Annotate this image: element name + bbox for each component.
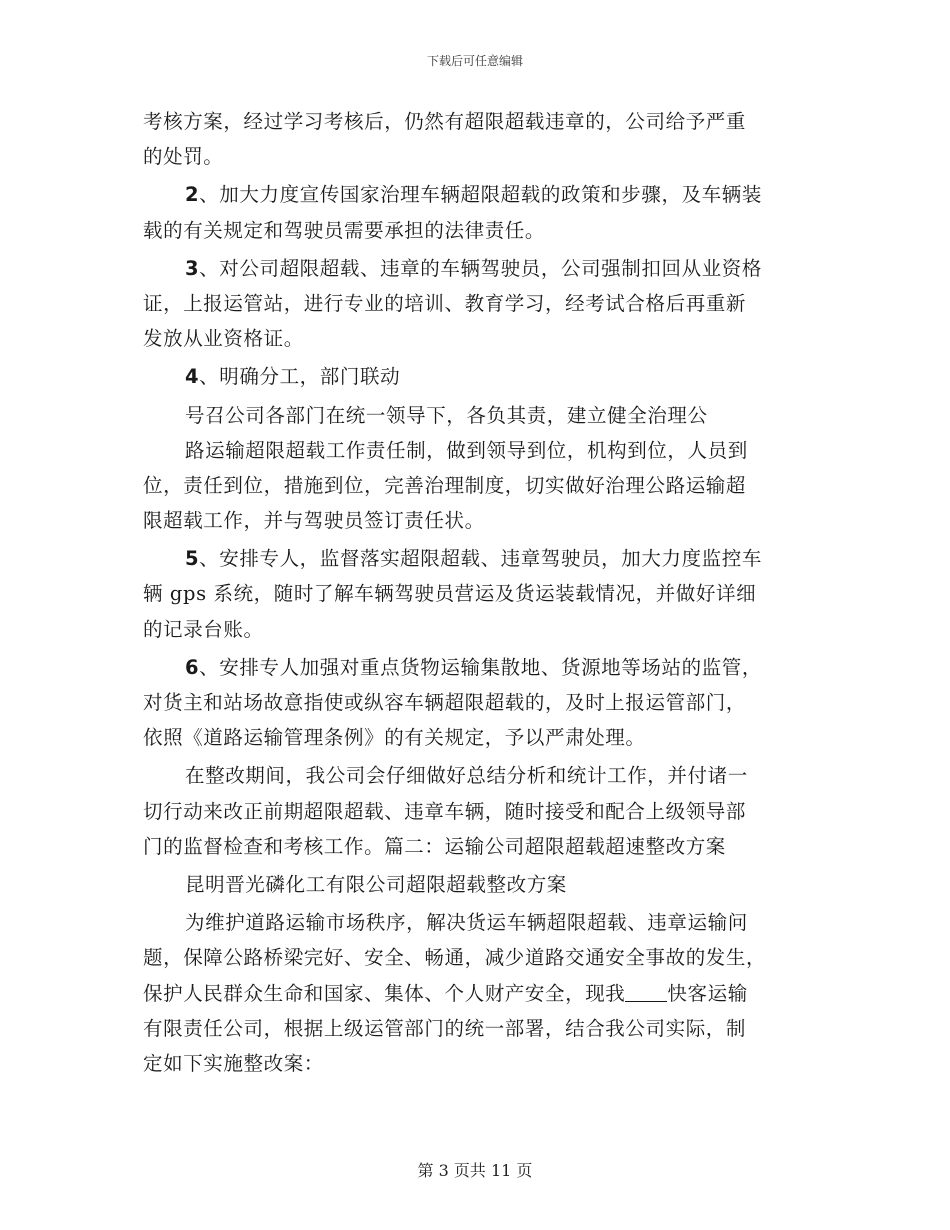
- line-text: 快客运输: [667, 981, 748, 1005]
- item-text: 、明确分工，部门联动: [199, 365, 401, 389]
- text-line: 号召公司各部门在统一领导下，各负其责，建立健全治理公: [185, 403, 708, 427]
- paragraph: [143, 758, 808, 864]
- item-number: 2: [185, 183, 200, 207]
- item-number: 3: [185, 256, 200, 280]
- paragraph: [143, 650, 808, 756]
- page-header: 下载后可任意编辑: [426, 54, 523, 68]
- text-line: [143, 177, 808, 212]
- item-text: 、安排专人，监督落实超限超载、违章驾驶员，加大力度监控车: [199, 547, 762, 571]
- text-line: [143, 650, 808, 685]
- paragraph: [143, 104, 808, 174]
- line-text: 保护人民群众生命和国家、集体、个人财产安全，现我: [143, 981, 626, 1005]
- text-line: 辆 gps 系统，随时了解车辆驾驶员营运及货运装载情况，并做好详细: [143, 582, 757, 606]
- text-line: [143, 251, 808, 286]
- paragraph: [143, 541, 808, 647]
- item-text: 、对公司超限超载、违章的车辆驾驶员，公司强制扣回从业资格: [199, 256, 762, 280]
- text-line: 位，责任到位，措施到位，完善治理制度，切实做好治理公路运输超: [143, 473, 747, 497]
- text-line: 证，上报运管站，进行专业的培训、教育学习，经考试合格后再重新: [143, 291, 747, 315]
- paragraph: [143, 251, 808, 357]
- text-line: 切行动来改正前期超限超载、违章车辆，随时接受和配合上级领导部: [143, 799, 747, 823]
- item-number: 4: [185, 365, 200, 389]
- text-line: 载的有关规定和驾驶员需要承担的法律责任。: [143, 218, 546, 242]
- text-line: 限超载工作，并与驾驶员签订责任状。: [143, 509, 485, 533]
- text-line: 路运输超限超载工作责任制，做到领导到位，机构到位，人员到: [185, 438, 748, 462]
- text-line: 的处罚。: [143, 145, 224, 169]
- text-line: 对货主和站场故意指使或纵容车辆超限超载的，及时上报运管部门，: [143, 691, 747, 714]
- paragraph: [143, 433, 808, 539]
- text-line: 依照《道路运输管理条例》的有关规定，予以严肃处理。: [143, 726, 646, 750]
- text-line: 发放从业资格证。: [143, 327, 304, 351]
- item-number: 5: [185, 547, 200, 571]
- text-line: 考核方案，经过学习考核后，仍然有超限超载违章的，公司给予严重: [143, 110, 747, 133]
- paragraph: [143, 867, 808, 902]
- document-body: [143, 104, 808, 1084]
- text-line: 在整改期间，我公司会仔细做好总结分析和统计工作，并付诸一: [185, 764, 748, 788]
- text-line: [143, 359, 808, 394]
- item-text: 、安排专人加强对重点货物运输集散地、货源地等场站的监管，: [199, 655, 762, 679]
- item-number: 6: [185, 655, 200, 679]
- text-line: 门的监督检查和考核工作。篇二：运输公司超限超载超速整改方案: [143, 834, 726, 858]
- text-line: [143, 541, 808, 576]
- text-line: 为维护道路运输市场秩序，解决货运车辆超限超载、违章运输问: [185, 911, 748, 935]
- text-line: 有限责任公司，根据上级运管部门的统一部署，结合我公司实际，制: [143, 1016, 747, 1040]
- paragraph: [143, 398, 808, 433]
- text-line: 昆明晋光磷化工有限公司超限超载整改方案: [185, 872, 567, 896]
- paragraph: [143, 177, 808, 247]
- page-footer: 第 3 页共 11 页: [417, 1161, 533, 1180]
- item-text: 、加大力度宣传国家治理车辆超限超载的政策和步骤，及车辆装: [199, 183, 762, 207]
- paragraph: [143, 905, 808, 1081]
- paragraph: [143, 359, 808, 394]
- text-line: 的记录台账。: [143, 617, 264, 641]
- text-line: 题，保障公路桥梁完好、安全、畅通，减少道路交通安全事故的发生，: [143, 946, 767, 970]
- text-line: 定如下实施整改案：: [143, 1051, 324, 1075]
- blank-underline: [625, 979, 667, 1002]
- text-line: [143, 976, 808, 1011]
